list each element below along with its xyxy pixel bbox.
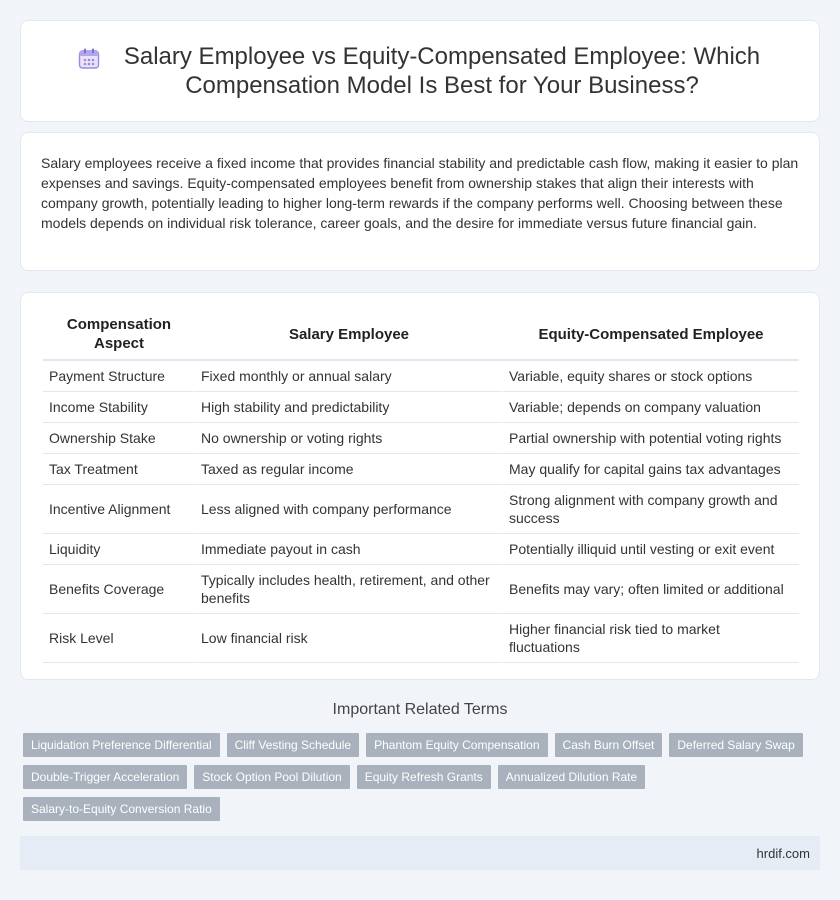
- related-term-tag[interactable]: Salary-to-Equity Conversion Ratio: [23, 797, 220, 821]
- related-term-tag[interactable]: Stock Option Pool Dilution: [194, 765, 349, 789]
- table-row: [43, 454, 799, 485]
- related-terms-list: [23, 733, 813, 829]
- table-row: [43, 485, 799, 534]
- table-row: [43, 614, 799, 663]
- related-term-tag[interactable]: Equity Refresh Grants: [357, 765, 491, 789]
- header-equity: Equity-Compensated Employee: [503, 309, 799, 361]
- row-aspect: Liquidity: [43, 534, 195, 565]
- related-term-tag[interactable]: Cash Burn Offset: [555, 733, 663, 757]
- related-term-tag[interactable]: Deferred Salary Swap: [669, 733, 802, 757]
- footer: [20, 836, 820, 870]
- related-term-tag[interactable]: Cliff Vesting Schedule: [227, 733, 360, 757]
- row-aspect: Ownership Stake: [43, 423, 195, 454]
- row-salary: Typically includes health, retirement, and other benefits: [195, 565, 503, 614]
- row-aspect: Risk Level: [43, 614, 195, 663]
- table-row: [43, 534, 799, 565]
- intro-card: [20, 132, 820, 271]
- row-salary: Fixed monthly or annual salary: [195, 361, 503, 392]
- title-card: [20, 20, 820, 122]
- row-salary: Less aligned with company performance: [195, 485, 503, 534]
- row-aspect: Tax Treatment: [43, 454, 195, 485]
- header-aspect: Compensation Aspect: [43, 309, 195, 361]
- row-equity: May qualify for capital gains tax advantages: [503, 454, 799, 485]
- related-term-tag[interactable]: Annualized Dilution Rate: [498, 765, 645, 789]
- row-aspect: Income Stability: [43, 392, 195, 423]
- table-header-row: [43, 309, 799, 361]
- related-term-tag[interactable]: Liquidation Preference Differential: [23, 733, 220, 757]
- row-aspect: Benefits Coverage: [43, 565, 195, 614]
- table-row: [43, 423, 799, 454]
- related-term-tag[interactable]: Phantom Equity Compensation: [366, 733, 547, 757]
- row-salary: No ownership or voting rights: [195, 423, 503, 454]
- row-equity: Higher financial risk tied to market fluctuations: [503, 614, 799, 663]
- row-equity: Partial ownership with potential voting rights: [503, 423, 799, 454]
- table-row: [43, 361, 799, 392]
- related-term-tag[interactable]: Double-Trigger Acceleration: [23, 765, 187, 789]
- title-wrap: [48, 42, 792, 100]
- table-row: [43, 565, 799, 614]
- page-title: Salary Employee vs Equity-Compensated Employee: Which Compensation Model Is Best for Your Business?: [123, 43, 761, 99]
- footer-site-link[interactable]: hrdif.com: [756, 846, 810, 861]
- related-terms-title: Important Related Terms: [332, 701, 508, 718]
- row-equity: Benefits may vary; often limited or additional: [503, 565, 799, 614]
- row-equity: Potentially illiquid until vesting or exit event: [503, 534, 799, 565]
- row-equity: Strong alignment with company growth and success: [503, 485, 799, 534]
- row-salary: Taxed as regular income: [195, 454, 503, 485]
- row-equity: Variable; depends on company valuation: [503, 392, 799, 423]
- comparison-table-card: [20, 292, 820, 680]
- row-salary: Low financial risk: [195, 614, 503, 663]
- row-aspect: Incentive Alignment: [43, 485, 195, 534]
- intro-paragraph: Salary employees receive a fixed income that provides financial stability and predictable cash flow, making it easier to plan expenses and savings. Equity-compensated employees benefit from ownership stakes that align their interests with company growth, potentially leading to higher long-term rewards if the company performs well. Choosing between these models depends on individual risk tolerance, career goals, and the desire for immediate versus future financial gain.: [41, 155, 799, 231]
- row-equity: Variable, equity shares or stock options: [503, 361, 799, 392]
- row-salary: High stability and predictability: [195, 392, 503, 423]
- header-salary: Salary Employee: [195, 309, 503, 361]
- comparison-table: [43, 309, 799, 663]
- table-row: [43, 392, 799, 423]
- calendar-icon: [78, 48, 100, 70]
- row-aspect: Payment Structure: [43, 361, 195, 392]
- row-salary: Immediate payout in cash: [195, 534, 503, 565]
